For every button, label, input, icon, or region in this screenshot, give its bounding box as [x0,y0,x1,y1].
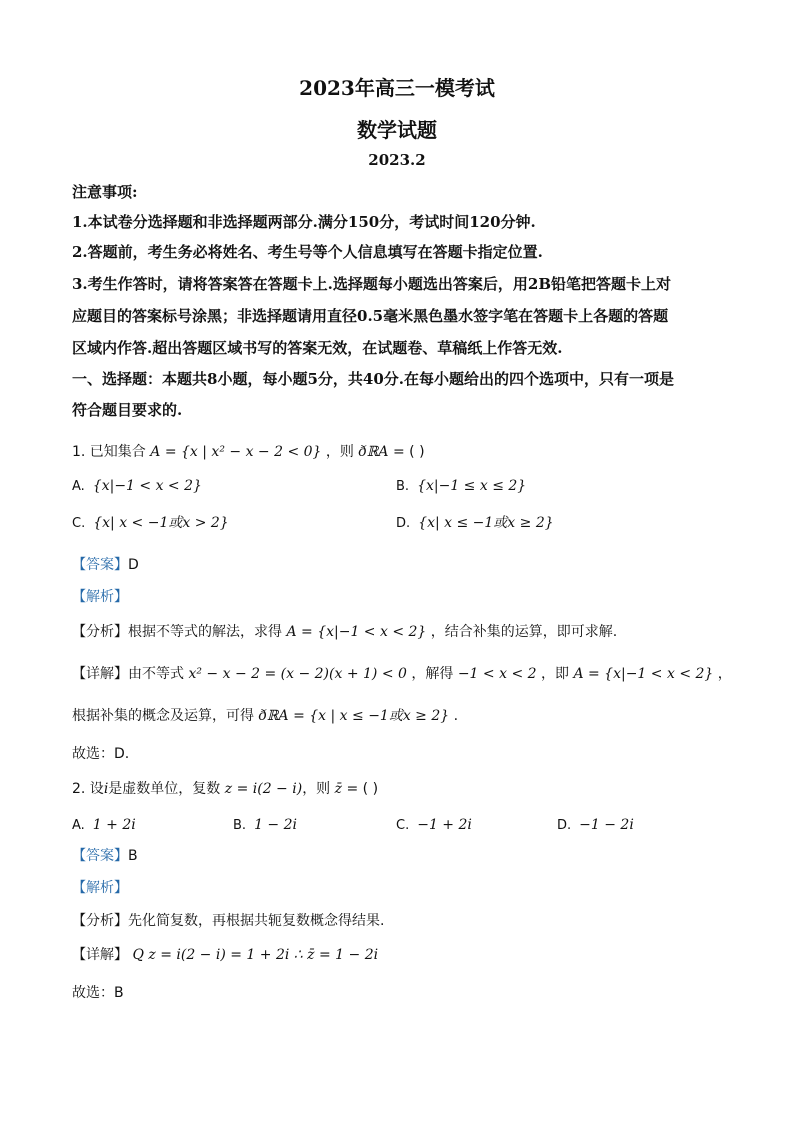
q1-paren: ( ) [409,444,425,460]
answer-tag: 【答案】 [72,557,128,573]
notice-item: 3.考生作答时，请将答案答在答题卡上.选择题每小题选出答案后，用2B铅笔把答题卡上对 [72,275,672,293]
q1-set-expr: A = {x | x² − x − 2 < 0} [150,444,322,460]
notice-item: 1.本试卷分选择题和非选择题两部分.满分150分，考试时间120分钟. [72,213,536,231]
xj-math: ðℝA = {x | x ≤ −1或x ≥ 2} [258,708,450,724]
xj-text: ， [717,666,732,682]
option-letter: D. [396,516,411,531]
option-letter: C. [396,818,410,833]
q2-option-d[interactable] [557,815,634,836]
q1-option-b[interactable] [396,476,526,497]
q2-prefix: 2. 设 [72,781,104,797]
notice-item: 2.答题前，考生务必将姓名、考生号等个人信息填写在答题卡指定位置. [72,243,543,261]
xj-math: Q z = i(2 − i) = 1 + 2i ∴ z̄ = 1 − 2i [132,947,379,963]
q2-option-a[interactable] [72,815,136,836]
option-letter: B. [233,818,247,833]
q1-option-d[interactable] [396,513,554,534]
option-text: −1 + 2i [417,817,472,833]
q2-i: i [103,781,109,797]
option-letter: D. [557,818,572,833]
question-2-stem [72,779,378,799]
xiangjie-tag: 【详解】 [72,947,128,963]
option-text: 1 − 2i [254,817,297,833]
xj-text: ，即 [540,666,569,682]
q2-analysis-tag: 【解析】 [72,880,128,896]
notice-item: 应题目的答案标号涂黑；非选择题请用直径0.5毫米黑色墨水签字笔在答题卡上各题的答题 [72,307,669,325]
xiangjie-tag: 【详解】 [72,666,128,682]
option-letter: C. [72,516,86,531]
exam-date: 2023.2 [368,151,426,169]
xj-text: ，解得 [411,666,454,682]
xj-math: A = {x|−1 < x < 2} [573,666,714,682]
fenxi-text: ，结合补集的运算，即可求解. [430,624,618,640]
answer-value: D [128,557,139,573]
option-letter: A. [72,479,85,494]
option-letter: B. [396,479,410,494]
q2-answer [72,846,138,866]
q1-xiangjie [72,664,732,684]
option-text: {x|−1 ≤ x ≤ 2} [417,478,527,494]
q2-z-expr: z = i(2 − i) [224,781,303,797]
q2-text: 是虚数单位，复数 [108,781,221,797]
q1-prefix: 1. 已知集合 [72,444,146,460]
xj-text: 根据补集的概念及运算，可得 [72,708,254,724]
exam-title: 2023年高三一模考试 [299,76,495,100]
fenxi-text: 根据不等式的解法，求得 [128,624,282,640]
q1-option-c[interactable] [72,513,229,534]
option-text: {x| x ≤ −1或x ≥ 2} [418,515,554,531]
q1-option-a[interactable] [72,476,202,497]
option-text: {x|−1 < x < 2} [92,478,202,494]
answer-tag: 【答案】 [72,848,128,864]
subject-title: 数学试题 [357,118,437,142]
q2-zbar: z̄ = [334,781,359,797]
q2-option-b[interactable] [233,815,297,836]
notice-heading: 注意事项: [72,183,138,201]
fenxi-text: 先化简复数，再根据共轭复数概念得结果. [128,913,385,929]
section-heading-cont: 符合题目要求的. [72,401,183,419]
q1-answer [72,555,139,575]
option-text: 1 + 2i [92,817,136,833]
q1-conclusion: 故选：D. [72,746,130,762]
notice-item: 区域内作答.超出答题区域书写的答案无效，在试题卷、草稿纸上作答无效. [72,339,563,357]
fenxi-math: A = {x|−1 < x < 2} [286,624,427,640]
q2-paren: ( ) [362,781,379,797]
q1-analysis-tag: 【解析】 [72,589,128,605]
xj-math: −1 < x < 2 [457,666,537,682]
fenxi-tag: 【分析】 [72,624,128,640]
fenxi-tag: 【分析】 [72,913,128,929]
option-text: {x| x < −1或x > 2} [93,515,229,531]
q1-xiangjie-line2 [72,706,458,726]
q2-xiangjie [72,945,378,965]
q1-complement-expr: ðℝA = [358,444,405,460]
q2-conclusion: 故选：B [72,985,124,1001]
option-letter: A. [72,818,85,833]
q2-option-c[interactable] [396,815,472,836]
xj-math: x² − x − 2 = (x − 2)(x + 1) < 0 [188,666,407,682]
option-text: −1 − 2i [579,817,634,833]
q2-fenxi [72,911,384,931]
q2-text: ，则 [302,781,331,797]
q1-fenxi [72,622,617,642]
xj-text: . [453,708,459,724]
answer-value: B [128,848,138,864]
question-1-stem [72,442,425,462]
xj-text: 由不等式 [128,666,184,682]
section-heading: 一、选择题：本题共8小题，每小题5分，共40分.在每小题给出的四个选项中，只有一项是 [72,370,674,388]
q1-mid: ，则 [325,444,354,460]
